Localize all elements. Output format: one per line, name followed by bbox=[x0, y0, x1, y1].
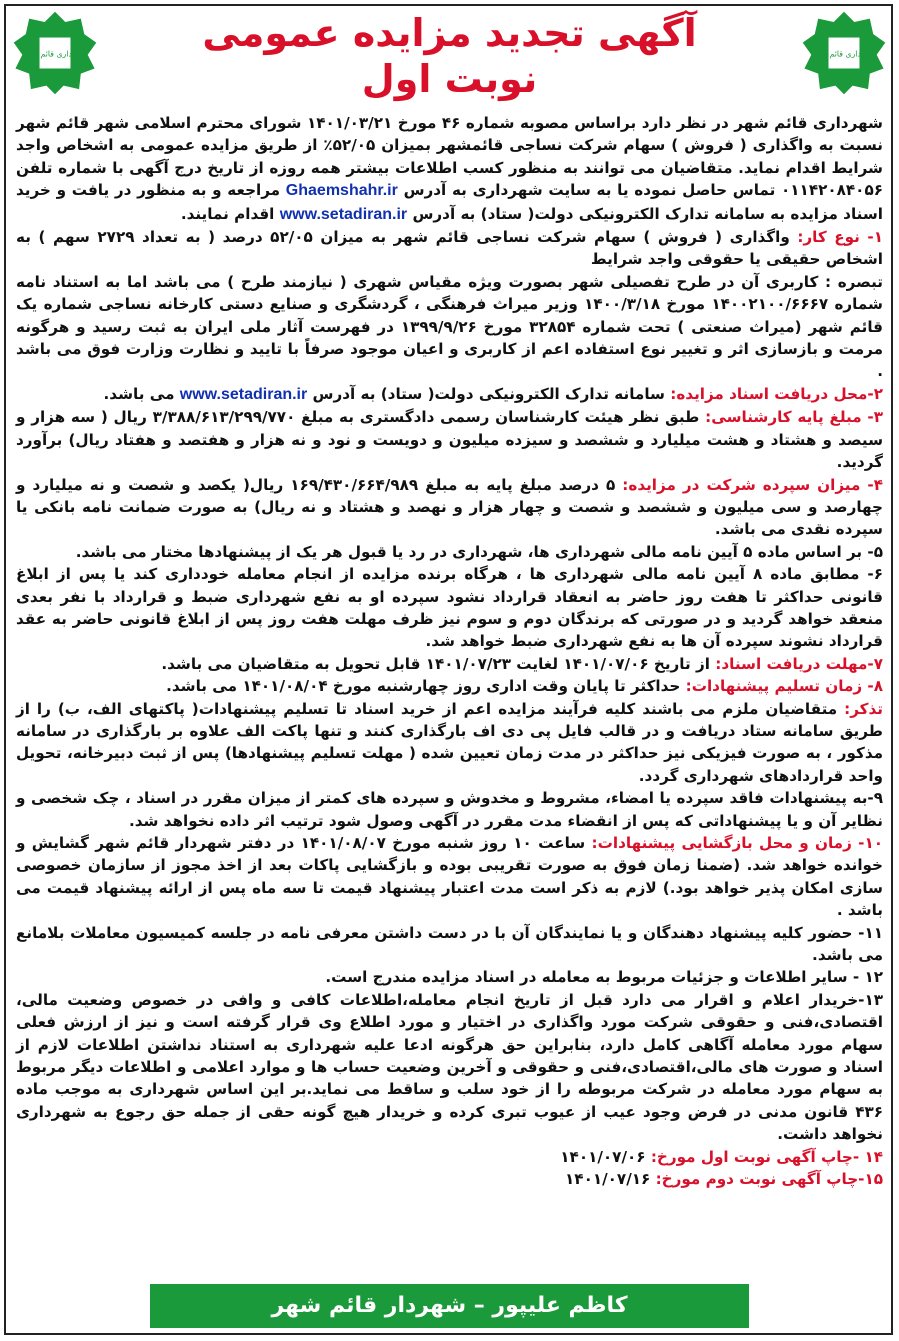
item-13: ۱۳-خریدار اعلام و اقرار می دارد قبل از تاریخ انجام معامله،اطلاعات کافی و وافی در خصوص وضعیت مالی، اقتصادی،فنی و حقوقی شرکت مورد واگذاری در اختیار و مورد اطلاع وی قرار گرفته است و نیز از ارزش فعلی سهام مورد معامله آگاهی کامل دارد، بنابراین حق هرگونه ادعا علیه شهرداری به استناد نداشتن اطلاعات لازم از اسناد و صورت های مالی،اقتصادی،فنی و حقوقی و آخرین وضعیت حساب ها و موارد اعلامی و اطلاعات دیگر مربوط به سهام مورد معامله در شرکت مربوطه را از خود سلب و ساقط می نماید.بر این اساس شهرداری به موجب ماده ۴۳۶ قانون مدنی در فرض وجود عیب از عیوب تبری کرده و خریدار هیچ گونه حقی از جمله حق رجوع به شهرداری نخواهد داشت. bbox=[16, 990, 883, 1144]
municipality-emblem-icon bbox=[801, 10, 887, 96]
item-12: ۱۲ - سایر اطلاعات و جزئیات مربوط به معامله در اسناد مزایده مندرج است. bbox=[325, 968, 883, 987]
site-link-ghaemshahr[interactable]: Ghaemshahr.ir bbox=[285, 182, 398, 200]
logo-text: شهرداری قائم شهر bbox=[812, 49, 876, 59]
item-4: ۴- میزان سپرده شرکت در مزایده: ۵ درصد مبلغ پایه به مبلغ ۱۶۹/۴۳۰/۶۶۴/۹۸۹ ریال( یکصد و شصت و نه میلیارد و چهارصد و سی میلیون و ششصد و شصت و چهار هزار و نهصد و هشتاد و نه ریال) به صورت ضمانت نامه بانکی یا سپرده نقدی می باشد. bbox=[16, 475, 884, 539]
item-15: ۱۵-چاپ آگهی نوبت دوم مورخ: ۱۴۰۱/۰۷/۱۶ bbox=[565, 1170, 883, 1189]
item-6: ۶- مطابق ماده ۸ آیین نامه مالی شهرداری ها ، هرگاه برنده مزایده از انجام معامله خودداری کند یا پس از ابلاغ قانونی حداکثر تا هفت روز حاضر به انعقاد قرارداد نشود سپرده او به نفع شهرداری ضبط و قرارداد با نفر بعدی منعقد خواهد گردید و در صورتی که برندگان دوم و سوم نیز ظرف مهلت هفت روز پس از ابلاغ قانونی حاضر به عقد قرارداد نشوند سپرده آن ها به نفع شهرداری ضبط خواهد شد. bbox=[16, 565, 884, 651]
item-3: ۳- مبلغ پایه کارشناسی: طبق نظر هیئت کارشناسان رسمی دادگستری به مبلغ ۳/۳۸۸/۶۱۳/۲۹۹/۷۷۰ ریال ( سه هزار و سیصد و هشتاد و هشت میلیارد و ششصد و سیزده میلیون و دویست و نود و نه هزار و هفتصد و هفتاد ریال) برآورد گردید. bbox=[16, 408, 884, 472]
item-5: ۵- بر اساس ماده ۵ آیین نامه مالی شهرداری ها، شهرداری در رد یا قبول هر یک از پیشنهادها مختار می باشد. bbox=[75, 542, 883, 561]
signature-banner: کاظم علیپور – شهردار قائم شهر bbox=[150, 1284, 749, 1328]
item-9: ۹-به پیشنهادات فاقد سپرده یا امضاء، مشروط و مخدوش و سپرده های کمتر از میزان مقرر در اسناد ، چک شخصی و نظایر آن و یا پیشنهاداتی که پس از انقضاء مدت مقرر در آگهی وصول شود ترتیب اثر داده نخواهد شد. bbox=[16, 789, 883, 830]
item-2: ۲-محل دریافت اسناد مزایده: سامانه تدارک الکترونیکی دولت( ستاد) به آدرس www.setadiran.ir می باشد. bbox=[103, 384, 883, 403]
title-line-2: نوبت اول bbox=[361, 57, 538, 101]
title-line-1: آگهی تجدید مزایده عمومی bbox=[202, 11, 697, 55]
logo-text: شهرداری قائم شهر bbox=[23, 49, 87, 59]
intro-paragraph: شهرداری قائم شهر در نظر دارد براساس مصوبه شماره ۴۶ مورخ ۱۴۰۱/۰۳/۲۱ شورای محترم اسلامی شهر قائم شهر نسبت به واگذاری ( فروش ) سهام شرکت نساجی قائمشهر بمیزان ۵۲/۰۵٪ از طریق مزایده عمومی به اشخاص واجد شرایط اقدام نماید. متقاضیان می توانند به منظور کسب اطلاعات بیشتر همه روزه از تاریخ درج آگهی با شماره تلفن ۰۱۱۴۲۰۸۴۰۵۶ تماس حاصل نموده یا به سایت شهرداری به آدرس Ghaemshahr.ir مراجعه و به منظور در یافت و خرید اسناد مزایده به سامانه تدارک الکترونیکی دولت( ستاد) به آدرس www.setadiran.ir اقدام نمایند. bbox=[16, 114, 883, 223]
page-title bbox=[150, 10, 749, 102]
item-1: ۱- نوع کار: واگذاری ( فروش ) سهام شرکت نساجی قائم شهر به میزان ۵۲/۰۵ درصد ( به تعداد ۲۷۲۹ سهم ) به اشخاص حقیقی یا حقوقی واجد شرایط bbox=[16, 228, 883, 269]
item-7: ۷-مهلت دریافت اسناد: از تاریخ ۱۴۰۱/۰۷/۰۶ لغایت ۱۴۰۱/۰۷/۲۳ قابل تحویل به متقاضیان می باشد. bbox=[161, 654, 883, 673]
municipality-emblem-icon bbox=[12, 10, 98, 96]
item-note: تبصره : کاربری آن در طرح تفصیلی شهر بصورت ویژه مقیاس شهری ( نیازمند طرح ) می باشد اما به استناد نامه شماره ۱۴۰۰۲۱۰۰/۶۶۶۷ مورخ ۱۴۰۰/۳/۱۸ وزیر میراث فرهنگی ، گردشگری و صنایع دستی کارخانه نساجی شماره یک قائم شهر (میراث صنعتی ) تحت شماره ۳۲۸۵۴ مورخ ۱۳۹۹/۹/۲۶ در فهرست آثار ملی ایران به ثبت رسید و هرگونه مرمت و بازسازی اثر و تغییر نوع استفاده اعم از کاربری و اعیان موجود صرفاً با تایید و نظارت وزارت فوق می باشد . bbox=[16, 272, 883, 381]
item-10: ۱۰- زمان و محل بازگشایی پیشنهادات: ساعت ۱۰ روز شنبه مورخ ۱۴۰۱/۰۸/۰۷ در دفتر شهردار قائم شهر گشایش و خوانده خواهد شد. (ضمنا زمان فوق به صورت تقریبی بوده و بازگشایی پاکات بعد از اخذ مجوز از سازمان خصوصی سازی امکان پذیر خواهد بود.) لازم به ذکر است مدت اعتبار پیشنهاد قیمت تا سه ماه پس از ارائه پیشنهاد قیمت می باشد . bbox=[16, 834, 883, 920]
item-14: ۱۴ -چاپ آگهی نوبت اول مورخ: ۱۴۰۱/۰۷/۰۶ bbox=[560, 1147, 883, 1166]
notice-body bbox=[16, 112, 883, 1191]
site-link-setad[interactable]: www.setadiran.ir bbox=[279, 205, 408, 223]
item-reminder: تذکر: متقاضیان ملزم می باشند کلیه فرآیند مزایده اعم از خرید اسناد تا تسلیم پیشنهادات( پاکتهای الف، ب) را از طریق سامانه ستاد دریافت و در قالب فایل پی دی اف بارگذاری کنند و تنها پاکت الف علاوه بر بارگذاری در سامانه مذکور ، به صورت فیزیکی نیز حداکثر در مدت زمان تعیین شده ( مهلت تسلیم پیشنهادها) پس از ثبت دبیرخانه، تحویل واحد قراردادهای شهرداری گردد. bbox=[16, 699, 883, 785]
site-link-setad-2[interactable]: www.setadiran.ir bbox=[179, 385, 308, 403]
item-8: ۸- زمان تسلیم پیشنهادات: حداکثر تا پایان وقت اداری روز چهارشنبه مورخ ۱۴۰۱/۰۸/۰۴ می باشد. bbox=[166, 677, 883, 696]
item-11: ۱۱- حضور کلیه پیشنهاد دهندگان و یا نمایندگان آن با در دست داشتن معرفی نامه در جلسه کمیسیون معاملات بلامانع می باشد. bbox=[16, 923, 883, 965]
